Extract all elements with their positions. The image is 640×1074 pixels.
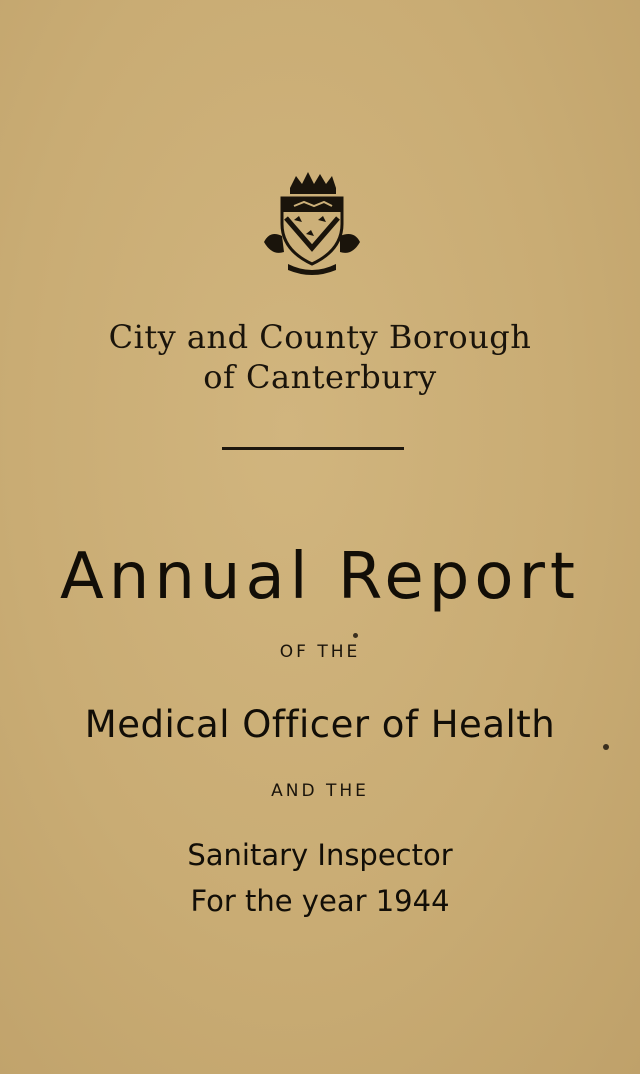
and-the-label: AND THE xyxy=(271,781,369,801)
speck-mark xyxy=(353,633,358,638)
of-the-label: OF THE xyxy=(279,642,361,662)
coat-of-arms-icon xyxy=(260,168,364,276)
officer-title: Medical Officer of Health xyxy=(84,703,556,746)
heading-line-1: City and County Borough xyxy=(108,318,532,356)
speck-mark xyxy=(603,744,609,750)
year-line: For the year 1944 xyxy=(190,884,450,918)
heading-line-2: of Canterbury xyxy=(203,358,437,396)
inspector-title: Sanitary Inspector xyxy=(187,838,453,872)
divider-rule xyxy=(222,447,404,450)
report-title: Annual Report xyxy=(60,540,580,614)
